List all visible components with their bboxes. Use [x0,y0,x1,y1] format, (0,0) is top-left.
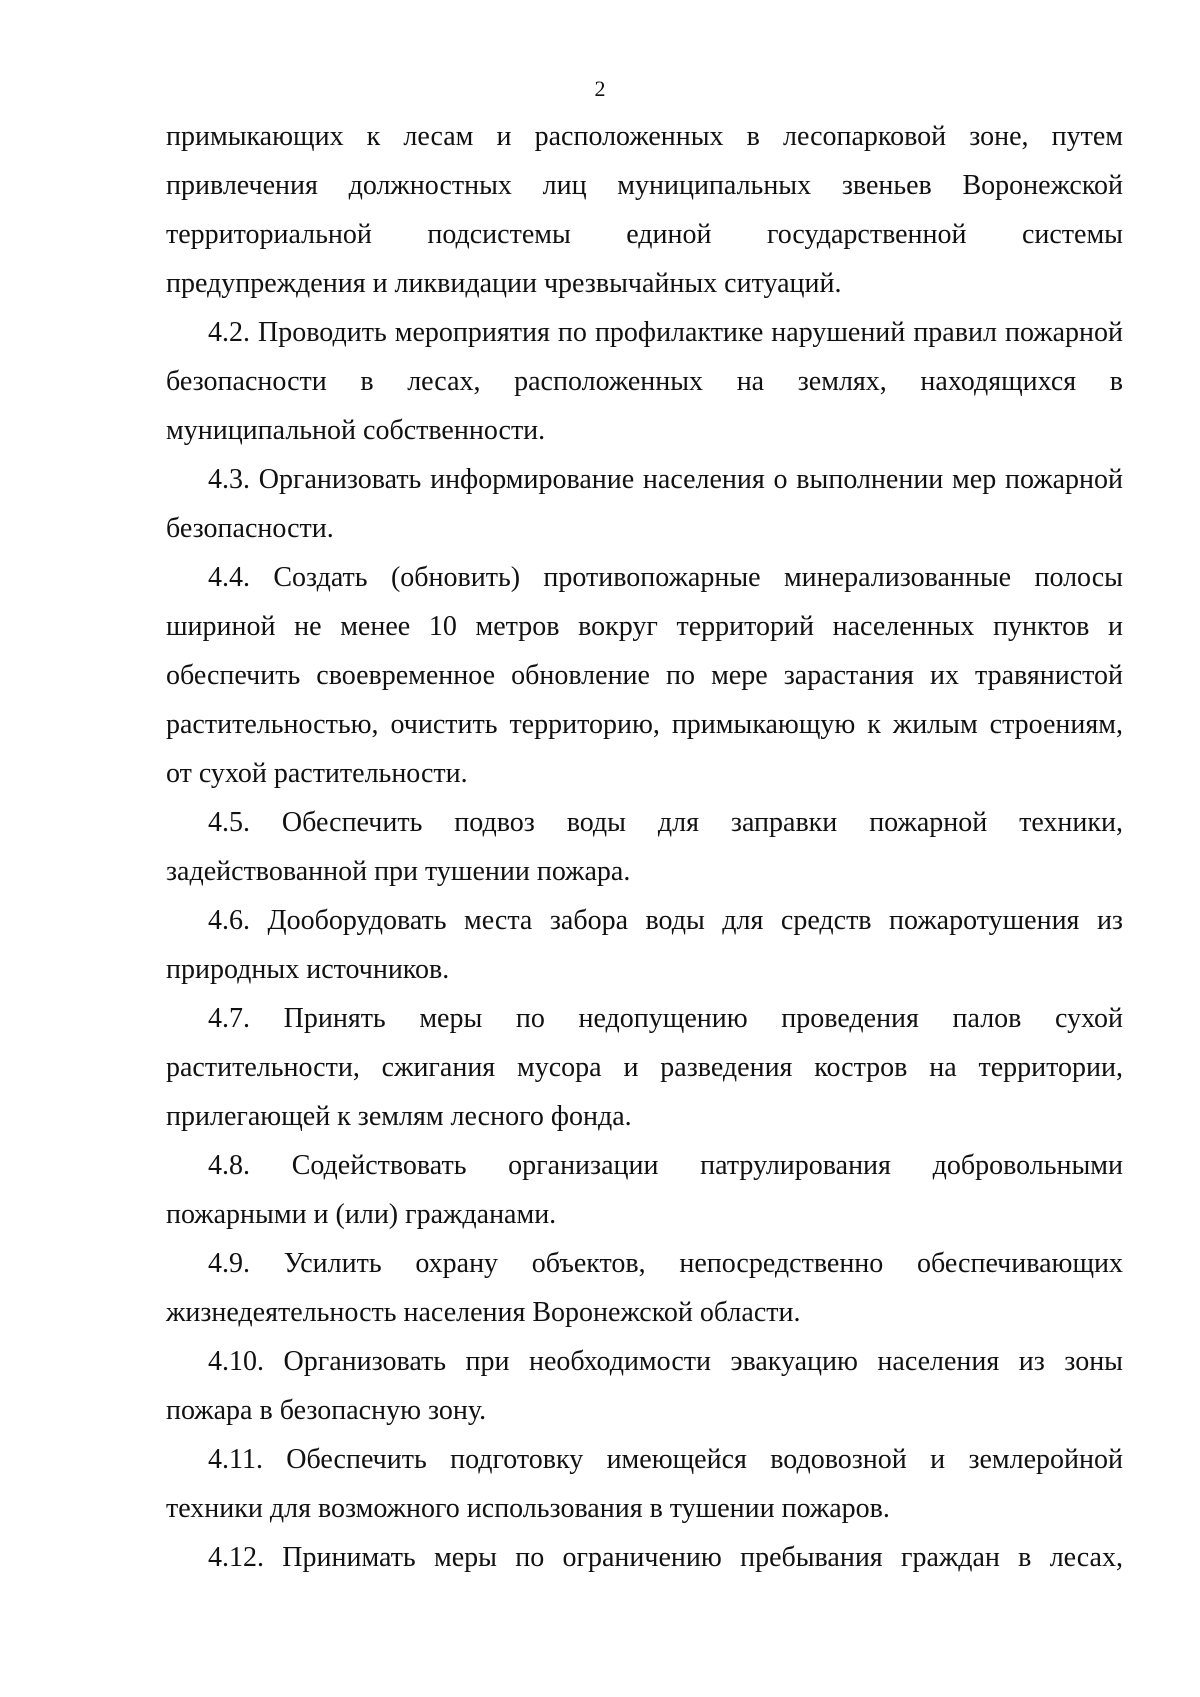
paragraph-4-6: 4.6. Дооборудовать места забора воды для средств пожаротушения из природных источников. [166,905,1123,985]
paragraph-4-10: 4.10. Организовать при необходимости эвакуацию населения из зоны пожара в безопасную зону. [166,1346,1123,1426]
paragraph-continuation: примыкающих к лесам и расположенных в лесопарковой зоне, путем привлечения должностных лиц муниципальных звеньев Воронежской территориальной подсистемы единой государственной системы предупреждения и ликвидации чрезвычайных ситуаций. [166,121,1123,299]
paragraph-4-9: 4.9. Усилить охрану объектов, непосредственно обеспечивающих жизнедеятельность населения Воронежской области. [166,1248,1123,1328]
paragraph-4-7: 4.7. Принять меры по недопущению проведения палов сухой растительности, сжигания мусора и разведения костров на территории, прилегающей к землям лесного фонда. [166,1003,1123,1132]
paragraph-4-12: 4.12. Принимать меры по ограничению пребывания граждан в лесах, [208,1542,1123,1573]
paragraph-4-8: 4.8. Содействовать организации патрулирования добровольными пожарными и (или) гражданами. [166,1150,1123,1230]
paragraph-4-5: 4.5. Обеспечить подвоз воды для заправки пожарной техники, задействованной при тушении пожара. [166,807,1123,887]
page-number: 2 [594,76,606,101]
paragraph-4-4: 4.4. Создать (обновить) противопожарные минерализованные полосы шириной не менее 10 метров вокруг территорий населенных пунктов и обеспечить своевременное обновление по мере зарастания их травянистой растительностью, очистить территорию, примыкающую к жилым строениям, от сухой растительности. [166,562,1123,789]
paragraph-4-11: 4.11. Обеспечить подготовку имеющейся водовозной и землеройной техники для возможного использования в тушении пожаров. [166,1444,1123,1524]
paragraph-4-3: 4.3. Организовать информирование населения о выполнении мер пожарной безопасности. [166,464,1123,544]
document-body [166,112,1123,1582]
paragraph-4-2: 4.2. Проводить мероприятия по профилактике нарушений правил пожарной безопасности в лесах, расположенных на землях, находящихся в муниципальной собственности. [166,317,1123,446]
